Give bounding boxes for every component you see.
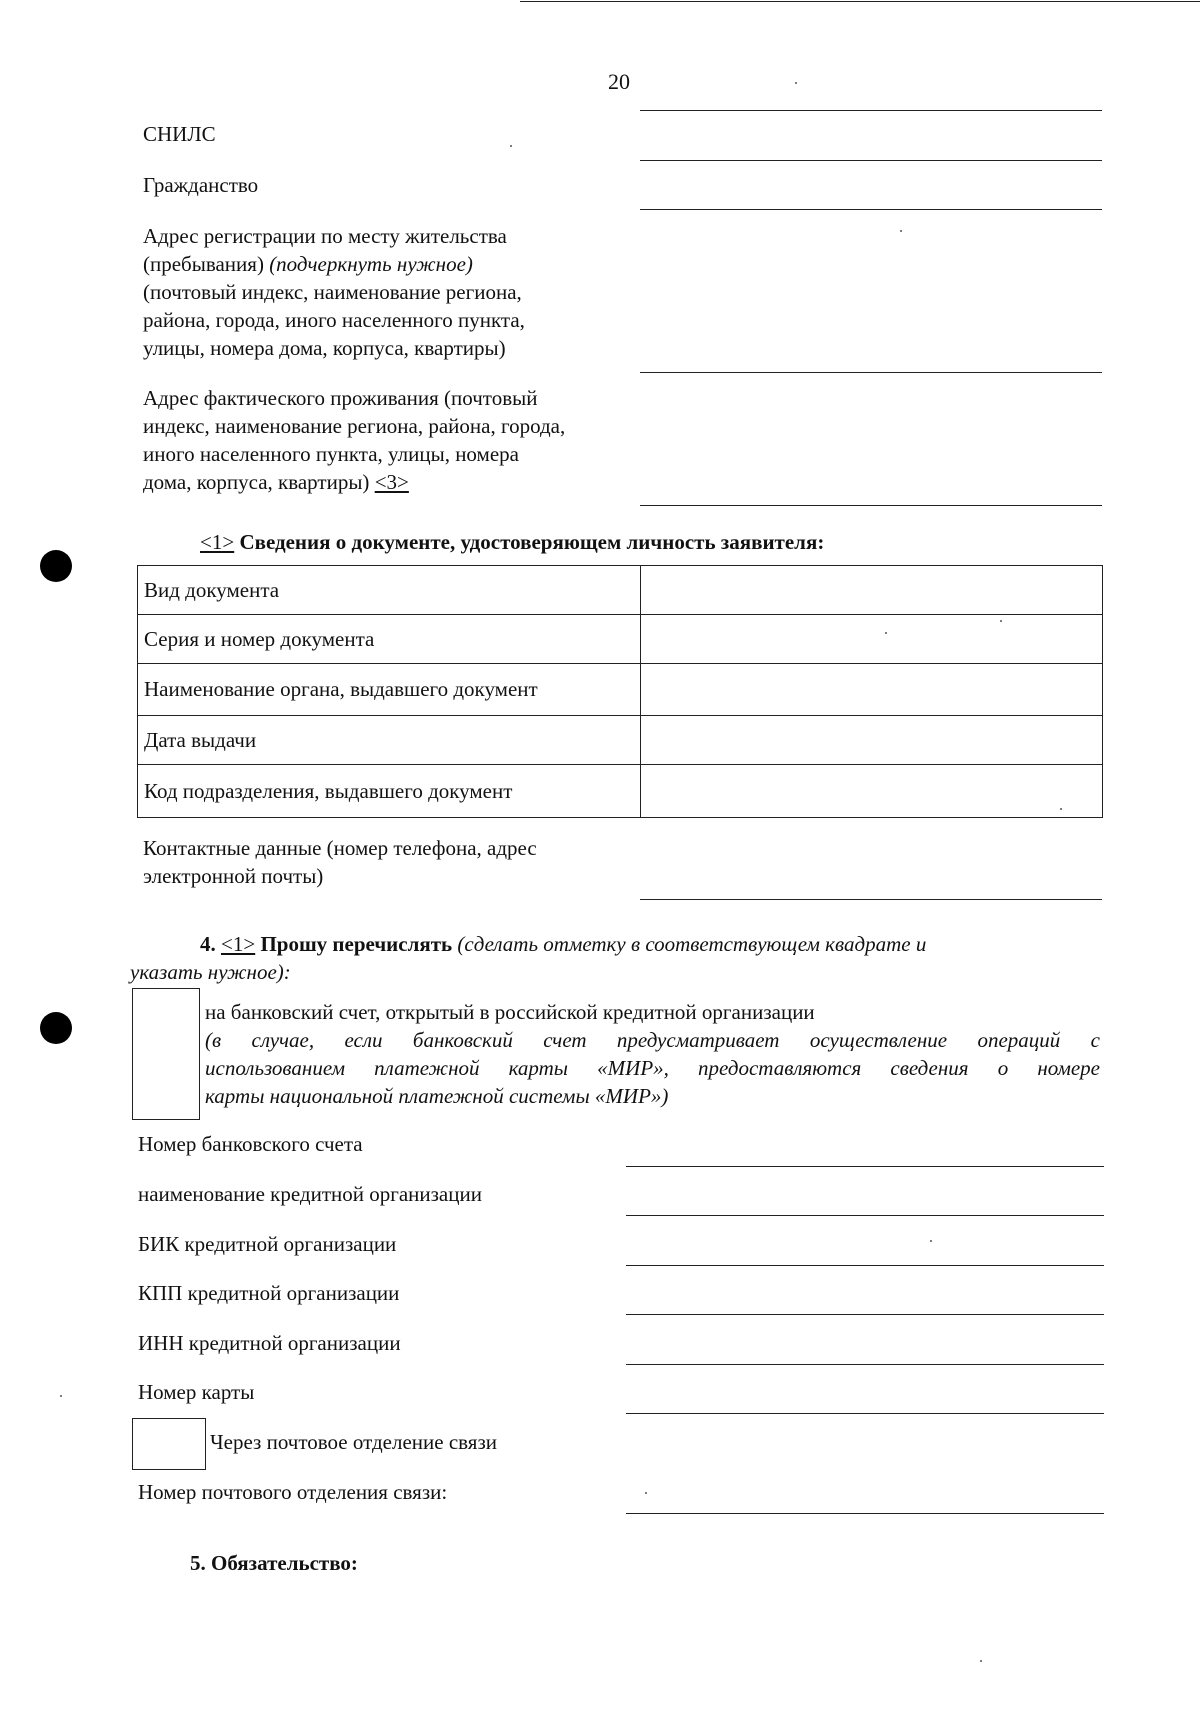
kpp-label: КПП кредитной организации xyxy=(138,1281,400,1305)
scan-speck xyxy=(930,1240,932,1242)
id-document-heading-text: Сведения о документе, удостоверяющем личность заявителя: xyxy=(234,530,825,554)
top-edge-line xyxy=(520,1,1200,2)
bank-account-checkbox[interactable] xyxy=(132,988,200,1120)
card-number-line[interactable] xyxy=(626,1413,1104,1414)
punch-hole-top xyxy=(40,550,72,582)
actual-address-line2: индекс, наименование региона, района, города, xyxy=(143,414,566,438)
table-row xyxy=(138,716,1103,765)
bank-name-label: наименование кредитной организации xyxy=(138,1182,482,1206)
section4-heading xyxy=(200,930,926,958)
inn-line[interactable] xyxy=(626,1364,1104,1365)
citizenship-line[interactable] xyxy=(640,209,1102,210)
scan-speck xyxy=(1000,620,1002,622)
actual-address-line4 xyxy=(143,468,565,496)
section4-title: Прошу перечислять xyxy=(255,932,458,956)
section4-footnote-ref[interactable]: <1> xyxy=(221,932,256,956)
bank-name-line[interactable] xyxy=(626,1215,1104,1216)
bank-option-note-line3: карты национальной платежной системы «МИР») xyxy=(205,1084,669,1108)
snils-line-1[interactable] xyxy=(640,110,1102,111)
snils-label: СНИЛС xyxy=(143,122,216,146)
bank-option-note-line2: использованием платежной карты «МИР», предоставляются сведения о номере xyxy=(205,1056,1100,1080)
post-office-number-line[interactable] xyxy=(626,1513,1104,1514)
reg-address-underline-note: (подчеркнуть нужное) xyxy=(269,252,473,276)
actual-address-line1: Адрес фактического проживания (почтовый xyxy=(143,386,538,410)
doc-date-value[interactable] xyxy=(641,716,1103,765)
snils-line-2[interactable] xyxy=(640,160,1102,161)
scan-speck xyxy=(900,230,902,232)
post-office-checkbox[interactable] xyxy=(132,1418,206,1470)
footnote-ref-1[interactable]: <1> xyxy=(200,530,235,554)
doc-series-value[interactable] xyxy=(641,615,1103,664)
punch-hole-bottom xyxy=(40,1012,72,1044)
post-office-number-label: Номер почтового отделения связи: xyxy=(138,1480,448,1504)
contacts-line1: Контактные данные (номер телефона, адрес xyxy=(143,836,537,860)
scan-speck xyxy=(645,1492,647,1494)
actual-address-line3: иного населенного пункта, улицы, номера xyxy=(143,442,519,466)
section4-note-line1: (сделать отметку в соответствующем квадрате и xyxy=(457,932,927,956)
scan-speck xyxy=(795,82,797,84)
contacts-label xyxy=(143,834,537,890)
inn-label: ИНН кредитной организации xyxy=(138,1331,401,1355)
contacts-line2: электронной почты) xyxy=(143,864,324,888)
kpp-line[interactable] xyxy=(626,1314,1104,1315)
scan-speck xyxy=(885,632,887,634)
account-number-label: Номер банковского счета xyxy=(138,1132,363,1156)
bank-option-note xyxy=(205,1026,1100,1082)
doc-type-label: Вид документа xyxy=(138,566,641,615)
doc-issuer-value[interactable] xyxy=(641,664,1103,716)
doc-type-value[interactable] xyxy=(641,566,1103,615)
id-document-heading xyxy=(200,528,824,556)
id-document-table xyxy=(137,565,1103,818)
reg-address-line1: Адрес регистрации по месту жительства xyxy=(143,224,507,248)
scan-speck xyxy=(60,1395,62,1397)
bik-label: БИК кредитной организации xyxy=(138,1232,397,1256)
citizenship-label: Гражданство xyxy=(143,173,259,197)
reg-address-line3: (почтовый индекс, наименование региона, xyxy=(143,280,522,304)
reg-address-label xyxy=(143,222,525,362)
page-number: 20 xyxy=(608,69,630,94)
post-office-label: Через почтовое отделение связи xyxy=(210,1430,497,1454)
bank-option-label: на банковский счет, открытый в российской кредитной организации xyxy=(205,1000,815,1024)
scan-speck xyxy=(1060,808,1062,810)
reg-address-line[interactable] xyxy=(640,372,1102,373)
doc-date-label: Дата выдачи xyxy=(138,716,641,765)
doc-series-label: Серия и номер документа xyxy=(138,615,641,664)
bik-line[interactable] xyxy=(626,1265,1104,1266)
doc-code-value[interactable] xyxy=(641,765,1103,818)
section4-number: 4. xyxy=(200,932,221,956)
table-row xyxy=(138,566,1103,615)
scan-speck xyxy=(510,145,512,147)
table-row xyxy=(138,765,1103,818)
actual-address-line[interactable] xyxy=(640,505,1102,506)
bank-option-note-line1: (в случае, если банковский счет предусматривает осуществление операций с xyxy=(205,1028,1100,1052)
footnote-ref-3[interactable]: <3> xyxy=(374,470,409,494)
reg-address-line5: улицы, номера дома, корпуса, квартиры) xyxy=(143,336,506,360)
account-number-line[interactable] xyxy=(626,1166,1104,1167)
contacts-line[interactable] xyxy=(640,899,1102,900)
section5-title: 5. Обязательство: xyxy=(190,1551,358,1575)
section4-note-line2: указать нужное): xyxy=(130,960,291,984)
table-row xyxy=(138,615,1103,664)
actual-address-line4-plain: дома, корпуса, квартиры) xyxy=(143,470,375,494)
doc-code-label: Код подразделения, выдавшего документ xyxy=(138,765,641,818)
reg-address-line2 xyxy=(143,250,525,278)
scan-speck xyxy=(980,1660,982,1662)
reg-address-line2-plain: (пребывания) xyxy=(143,252,270,276)
reg-address-line4: района, города, иного населенного пункта, xyxy=(143,308,525,332)
table-row xyxy=(138,664,1103,716)
doc-issuer-label: Наименование органа, выдавшего документ xyxy=(138,664,641,716)
actual-address-label xyxy=(143,384,565,496)
card-number-label: Номер карты xyxy=(138,1380,255,1404)
